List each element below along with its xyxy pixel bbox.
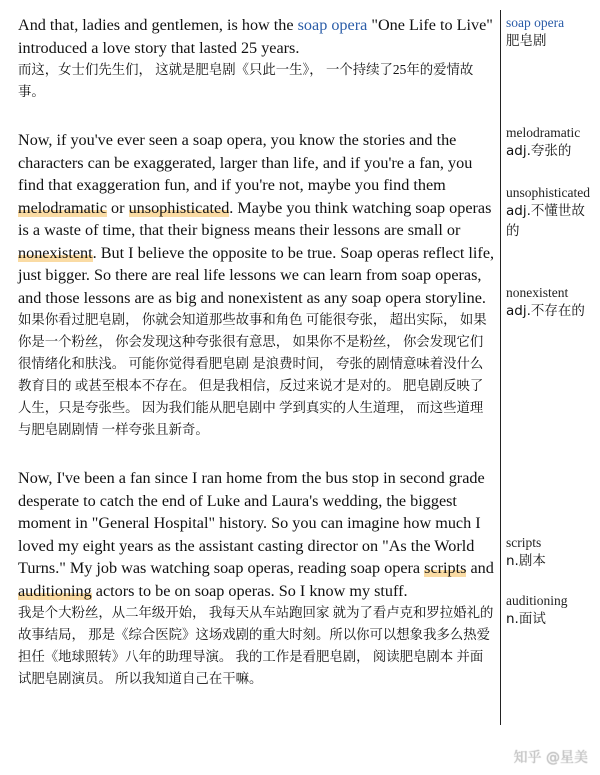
glossary-term: scripts <box>506 535 542 550</box>
highlighted-term: soap opera <box>297 16 368 34</box>
glossary-entry <box>506 14 598 51</box>
text-run: . But I believe the opposite to be true. Soap operas reflect life, just bigger. So there are real life lessons we can learn from soap operas, and those lessons are as big and nonexistent as any soap opera storyline. <box>18 243 495 307</box>
glossary-term: unsophisticated <box>506 185 590 200</box>
highlighted-term: nonexistent <box>18 243 93 262</box>
zhihu-watermark: 知乎 @星美 <box>513 750 588 766</box>
paragraph-1 <box>18 14 496 103</box>
text-run: and <box>466 559 494 577</box>
margin-divider <box>500 10 501 725</box>
document-body <box>18 14 496 716</box>
glossary-definition: n.剧本 <box>506 553 546 569</box>
glossary-term: auditioning <box>506 593 568 608</box>
glossary-term: soap opera <box>506 15 565 30</box>
text-run: or <box>107 198 129 217</box>
highlighted-term: scripts <box>424 559 467 577</box>
glossary-definition: adj.夸张的 <box>506 143 572 159</box>
highlighted-term: unsophisticated <box>128 198 230 217</box>
text-run: "One Life to Live" introduced a love story that lasted 25 years. <box>18 16 493 57</box>
text-run: Now, if you've ever seen a soap opera, you know the stories and the characters can be exaggerated, larger than life, and if you're a fan, you find that exaggeration fun, and if you're not, maybe you find them <box>18 131 473 194</box>
glossary-definition: n.面试 <box>506 611 546 627</box>
english-text <box>18 129 496 309</box>
glossary-definition: adj.不存在的 <box>506 303 585 319</box>
glossary-definition: adj.不懂世故的 <box>506 203 585 239</box>
glossary-term: nonexistent <box>506 285 569 300</box>
highlighted-term: auditioning <box>18 581 92 600</box>
glossary-entry <box>506 284 598 321</box>
glossary-entry <box>506 534 598 571</box>
highlighted-term: melodramatic <box>18 198 107 217</box>
text-run: . Maybe you think watching soap operas is a waste of time, that their bigness means their lessons are small or <box>18 198 492 239</box>
english-text <box>18 467 496 602</box>
text-run: Now, I've been a fan since I ran home from the bus stop in second grade desperate to catch the end of Luke and Laura's wedding, the biggest moment in "General Hospital" history. So you can imagine how much I loved my eight years as the assistant casting director on "As the World Turns." My job was watching soap operas, reading soap opera <box>18 469 485 577</box>
chinese-translation: 而这，女士们先生们， 这就是肥皂剧《只此一生》， 一个持续了25年的爱情故事。 <box>18 62 474 99</box>
paragraph-2 <box>18 129 496 441</box>
glossary-term: melodramatic <box>506 125 581 140</box>
text-run: And that, ladies and gentlemen, is how the <box>18 16 298 34</box>
text-run: actors to be on soap operas. So I know my stuff. <box>91 581 408 600</box>
glossary-entry <box>506 184 598 241</box>
paragraph-3 <box>18 467 496 690</box>
glossary-entry <box>506 124 598 161</box>
english-text <box>18 14 496 59</box>
chinese-translation: 我是个大粉丝，从二年级开始， 我每天从车站跑回家 就为了看卢克和罗拉婚礼的故事结局， 那是《综合医院》这场戏剧的重大时刻。所以你可以想象我多么热爱 担任《地球照转》八年的助理导演。 我的工作是看肥皂剧， 阅读肥皂剧本 并面试肥皂剧演员。 所以我知道自己在干嘛。 <box>18 605 494 686</box>
glossary-entry <box>506 592 598 629</box>
chinese-translation: 如果你看过肥皂剧， 你就会知道那些故事和角色 可能很夸张， 超出实际， 如果你是一个粉丝， 你会发现这种夸张很有意思， 如果你不是粉丝， 你会发现它们很情绪化和肤浅。 可能你觉得看肥皂剧 是浪费时间， 夸张的剧情意味着没什么教育目的 或甚至根本不存在。 但是我相信，反过来说才是对的。 肥皂剧反映了人生，只是夸张些。 因为我们能从肥皂剧中 学到真实的人生道理， 而这些道理与肥皂剧剧情 一样夸张且新奇。 <box>18 312 487 437</box>
glossary-definition: 肥皂剧 <box>506 33 547 49</box>
